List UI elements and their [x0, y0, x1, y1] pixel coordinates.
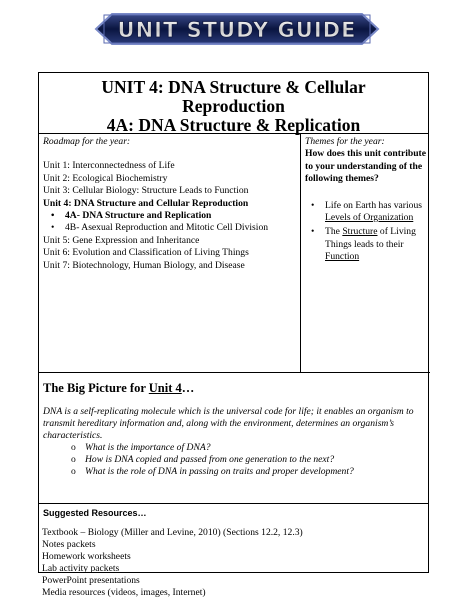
- question-2-text: How is DNA copied and passed from one generation to the next?: [85, 454, 335, 465]
- unit-7: Unit 7: Biotechnology, Human Biology, and Disease: [43, 259, 245, 271]
- subunit-4a: • 4A- DNA Structure and Replication: [51, 210, 212, 222]
- question-3-text: What is the role of DNA in passing on traits and proper development?: [85, 466, 354, 477]
- subunit-4b-label: 4B- Asexual Reproduction and Mitotic Cell Division: [65, 222, 269, 234]
- theme1-text: Life on Earth has various: [325, 199, 422, 211]
- unit-title-line1: UNIT 4: DNA Structure & Cellular: [101, 77, 366, 97]
- question-1-text: What is the importance of DNA?: [85, 442, 211, 453]
- question-3: o What is the role of DNA in passing on traits and proper development?: [71, 466, 354, 477]
- big-picture-heading-pre: The Big Picture for: [43, 381, 149, 395]
- theme1-underline: Levels of Organization: [325, 212, 414, 224]
- question-1: o What is the importance of DNA?: [71, 442, 211, 453]
- theme2-function: Function: [325, 251, 360, 263]
- resource-powerpoint: PowerPoint presentations: [42, 575, 140, 586]
- themes-heading: Themes for the year:: [305, 136, 385, 147]
- question-2: o How is DNA copied and passed from one generation to the next?: [71, 454, 335, 465]
- big-picture-heading: [43, 381, 424, 396]
- unit-5: Unit 5: Gene Expression and Inheritance: [43, 234, 200, 246]
- big-picture-section: [39, 373, 428, 504]
- unit-4: Unit 4: DNA Structure and Cellular Reproduction: [43, 197, 249, 209]
- subunit-title: 4A: DNA Structure & Replication: [106, 115, 361, 135]
- title-section: [39, 73, 428, 134]
- unit-1: Unit 1: Interconnectedness of Life: [43, 160, 175, 172]
- big-picture-summary: DNA is a self-replicating molecule which is the universal code for life; it enables an organism to transmit hereditary information and, along with the environment, determines an organism’s characteristics.: [43, 406, 414, 441]
- resources-list: [38, 527, 429, 599]
- unit-title-line2: Reproduction: [182, 96, 285, 116]
- resource-textbook: Textbook – Biology (Miller and Levine, 2010) (Sections 12.2, 12.3): [42, 527, 303, 538]
- themes-cell: [301, 133, 430, 373]
- big-picture-heading-post: …: [181, 381, 195, 395]
- roadmap-heading: Roadmap for the year:: [43, 136, 131, 147]
- theme2-mid: of Living Things leads to their: [325, 226, 416, 250]
- unit-6: Unit 6: Evolution and Classification of Living Things: [43, 247, 249, 259]
- themes-question: How does this unit contribute to your understanding of the following themes?: [305, 148, 426, 185]
- subunit-4a-label: 4A- DNA Structure and Replication: [65, 210, 212, 222]
- resources-heading: Suggested Resources…: [43, 508, 147, 518]
- unit-2: Unit 2: Ecological Biochemistry: [43, 172, 168, 184]
- resource-homework: Homework worksheets: [42, 551, 131, 562]
- resource-notes: Notes packets: [42, 539, 96, 550]
- study-guide-table: [38, 72, 429, 573]
- unit-3: Unit 3: Cellular Biology: Structure Leads to Function: [43, 185, 249, 197]
- roadmap-cell: [39, 133, 301, 373]
- theme-structure-function: • The Structure of Living Things leads to their Function: [311, 226, 416, 263]
- banner-text: UNIT STUDY GUIDE: [117, 18, 357, 42]
- theme2-structure: Structure: [342, 226, 378, 238]
- resource-media: Media resources (videos, images, Internet): [42, 587, 206, 598]
- theme2-pre: The: [325, 226, 343, 238]
- big-picture-unit: Unit 4: [148, 381, 182, 395]
- theme-levels-of-organization: • Life on Earth has various Levels of Organization: [311, 199, 422, 224]
- subunit-4b: • 4B- Asexual Reproduction and Mitotic Cell Division: [51, 222, 269, 234]
- resource-labs: Lab activity packets: [42, 563, 120, 574]
- unit-study-guide-banner: [92, 8, 382, 50]
